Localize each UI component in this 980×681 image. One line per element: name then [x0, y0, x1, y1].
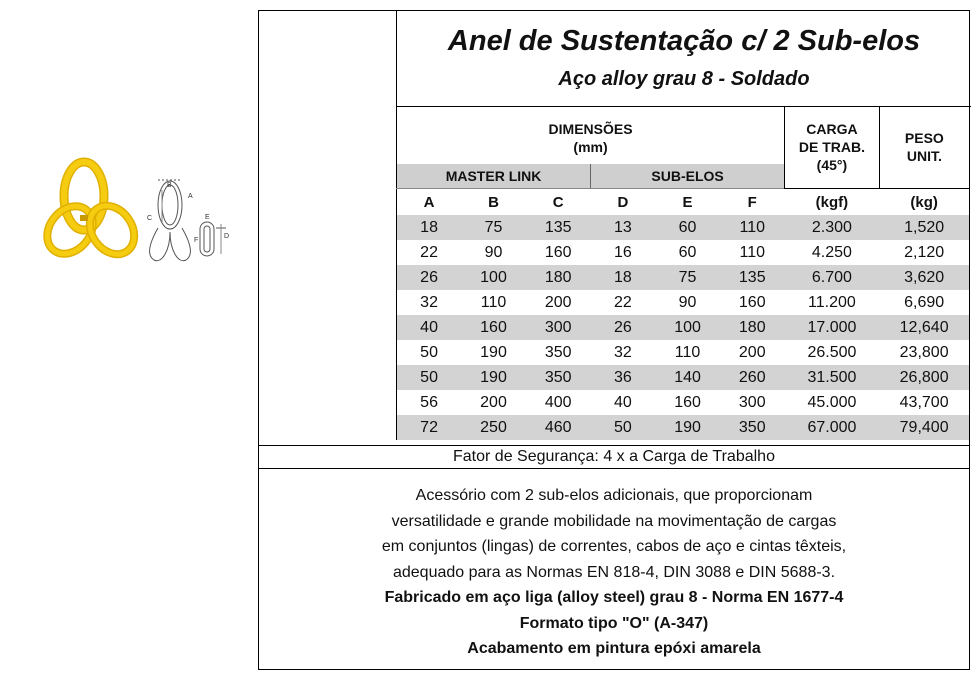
table-cell: 32 — [420, 293, 438, 311]
table-cell: 18 — [397, 215, 462, 240]
table-cell: 72 — [397, 415, 462, 440]
table-cell: 350 — [544, 343, 572, 361]
spec-table — [396, 106, 969, 440]
feature-line: Fabricado em aço liga (alloy steel) grau 8 - Norma EN 1677-4 — [384, 589, 844, 606]
table-cell: 12,640 — [879, 315, 969, 340]
table-cell: 36 — [591, 365, 656, 390]
col-e: E — [682, 193, 693, 211]
label-e: E — [205, 214, 210, 221]
table-cell: 40 — [613, 393, 632, 411]
table-cell: 2.300 — [785, 215, 880, 240]
table-cell: 200 — [480, 393, 507, 411]
col-a: A — [423, 193, 435, 211]
table-cell: 22 — [420, 243, 438, 261]
table-cell: 190 — [655, 415, 720, 440]
col-c: C — [552, 193, 564, 211]
table-cell: 11.200 — [808, 293, 856, 311]
load-header: CARGA DE TRAB. (45°) — [785, 106, 880, 189]
table-cell: 6,690 — [904, 293, 945, 311]
master-link-drawing — [30, 150, 240, 280]
table-cell: 100 — [655, 315, 720, 340]
description-line: versatilidade e grande mobilidade na movimentação de cargas — [391, 512, 837, 530]
table-cell: 50 — [420, 343, 438, 361]
table-cell: 350 — [526, 365, 591, 390]
col-weight: (kg) — [910, 193, 938, 211]
table-cell: 43,700 — [899, 393, 949, 411]
table-cell: 300 — [526, 315, 591, 340]
table-cell: 160 — [544, 243, 572, 261]
table-cell: 140 — [655, 365, 720, 390]
table-row — [397, 340, 970, 365]
table-cell: 90 — [678, 293, 697, 311]
table-row — [397, 390, 970, 415]
description-line: em conjuntos (lingas) de correntes, cabos de aço e cintas têxteis, — [381, 538, 847, 555]
label-f: F — [194, 237, 199, 244]
table-cell: 67.000 — [785, 415, 880, 440]
table-cell: 250 — [461, 415, 526, 440]
table-cell: 60 — [678, 243, 697, 261]
table-row — [397, 415, 970, 440]
table-cell: 4.250 — [811, 243, 852, 261]
table-cell: 180 — [526, 265, 591, 290]
table-cell: 75 — [461, 215, 526, 240]
table-cell: 23,800 — [899, 343, 949, 361]
table-cell: 200 — [544, 293, 572, 311]
col-f: F — [747, 193, 757, 211]
table-cell: 60 — [655, 215, 720, 240]
page-title: Anel de Sustentação c/ 2 Sub-elos — [447, 25, 921, 57]
label-a: A — [188, 193, 193, 200]
table-cell: 40 — [397, 315, 462, 340]
table-cell: 300 — [738, 393, 766, 411]
table-cell: 18 — [591, 265, 656, 290]
table-cell: 6.700 — [785, 265, 880, 290]
table-cell: 400 — [544, 393, 572, 411]
spec-sheet — [258, 10, 970, 670]
dimensions-header: DIMENSÕES (mm) — [548, 121, 633, 155]
feature-line: Formato tipo "O" (A-347) — [519, 614, 709, 632]
table-cell: 160 — [738, 293, 766, 311]
title-block — [396, 11, 971, 107]
master-link-header: MASTER LINK — [397, 164, 591, 189]
table-cell: 50 — [397, 365, 462, 390]
table-cell: 110 — [480, 293, 507, 311]
table-cell: 26.500 — [807, 343, 857, 361]
table-cell: 350 — [720, 415, 785, 440]
table-body — [397, 215, 970, 440]
table-cell: 110 — [674, 343, 701, 361]
table-cell: 200 — [738, 343, 766, 361]
table-row — [397, 365, 970, 390]
page-subtitle: Aço alloy grau 8 - Soldado — [558, 68, 810, 90]
table-cell: 190 — [480, 343, 507, 361]
feature-line: Acabamento em pintura epóxi amarela — [467, 640, 761, 657]
table-row — [397, 290, 970, 315]
table-row — [397, 265, 970, 290]
table-cell: 22 — [613, 293, 632, 311]
table-cell: 110 — [720, 215, 785, 240]
table-cell: 13 — [591, 215, 656, 240]
col-b: B — [488, 193, 499, 211]
description-line: Acessório com 2 sub-elos adicionais, que proporcionam — [415, 487, 813, 504]
table-cell: 26 — [591, 315, 656, 340]
table-cell: 56 — [420, 393, 438, 411]
label-b: B — [167, 182, 172, 189]
table-cell: 79,400 — [879, 415, 969, 440]
table-cell: 31.500 — [785, 365, 880, 390]
product-illustration — [30, 150, 240, 280]
table-cell: 17.000 — [785, 315, 880, 340]
description — [259, 483, 969, 662]
table-cell: 26 — [397, 265, 462, 290]
table-cell: 160 — [461, 315, 526, 340]
table-cell: 90 — [484, 243, 503, 261]
label-c: C — [147, 215, 153, 222]
weight-header: PESO UNIT. — [879, 106, 969, 189]
table-cell: 3,620 — [879, 265, 969, 290]
col-d: D — [617, 193, 629, 211]
table-cell: 16 — [613, 243, 632, 261]
table-cell: 135 — [526, 215, 591, 240]
table-cell: 50 — [591, 415, 656, 440]
table-cell: 160 — [674, 393, 701, 411]
safety-factor: Fator de Segurança: 4 x a Carga de Trabalho — [259, 445, 969, 469]
description-line: adequado para as Normas EN 818-4, DIN 3088 e DIN 5688-3. — [392, 563, 836, 581]
table-cell: 2,120 — [904, 243, 945, 261]
table-row — [397, 215, 970, 240]
col-load: (kgf) — [815, 193, 849, 211]
table-cell: 180 — [720, 315, 785, 340]
table-cell: 45.000 — [807, 393, 857, 411]
table-cell: 100 — [461, 265, 526, 290]
sub-links-header: SUB-ELOS — [591, 164, 785, 189]
table-cell: 460 — [526, 415, 591, 440]
table-cell: 110 — [739, 243, 765, 261]
table-row — [397, 240, 970, 265]
table-cell: 135 — [720, 265, 785, 290]
table-cell: 260 — [720, 365, 785, 390]
table-cell: 32 — [613, 343, 632, 361]
table-cell: 190 — [461, 365, 526, 390]
table-cell: 1,520 — [879, 215, 969, 240]
table-cell: 75 — [655, 265, 720, 290]
label-d: D — [224, 233, 230, 240]
table-row — [397, 315, 970, 340]
table-cell: 26,800 — [879, 365, 969, 390]
